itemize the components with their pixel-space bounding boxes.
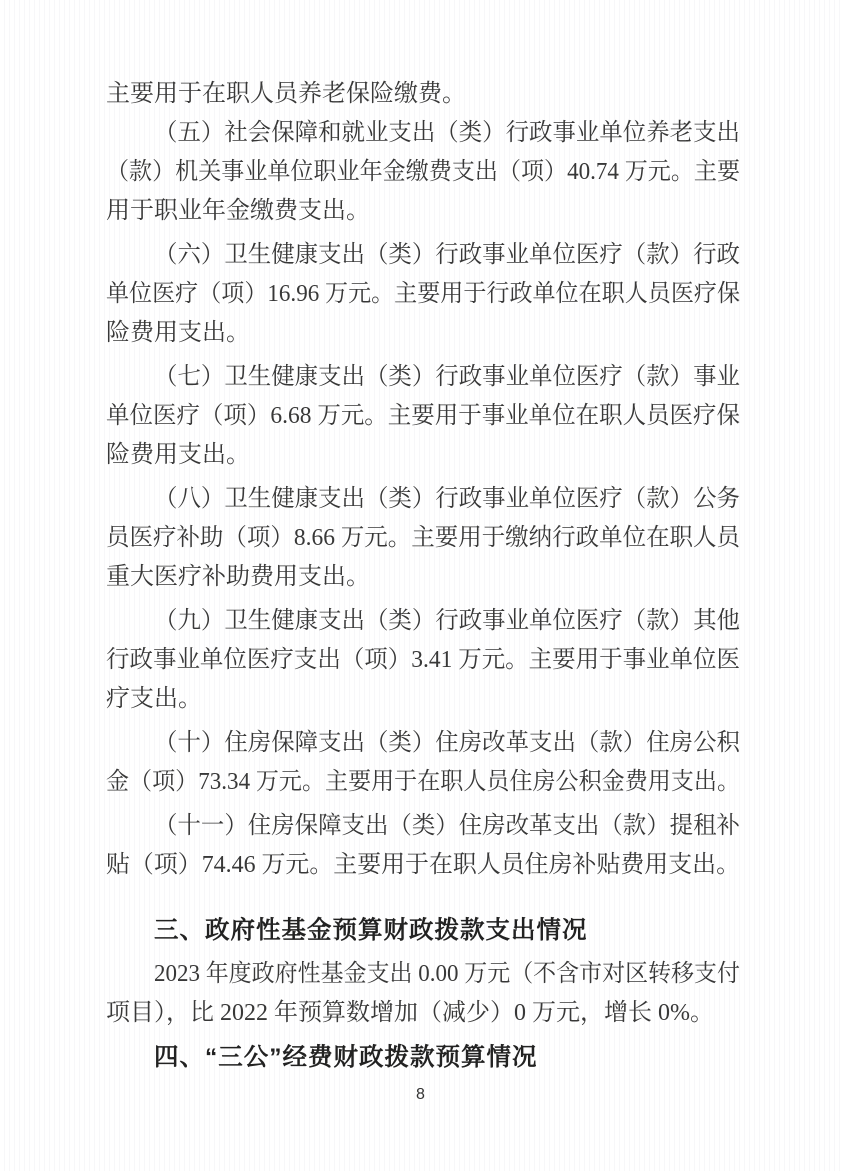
paragraph-line: 单位医疗（项）16.96 万元。主要用于行政单位在职人员医疗保	[106, 281, 740, 307]
paragraph-line: （八）卫生健康支出（类）行政事业单位医疗（款）公务	[154, 486, 740, 512]
paragraph-line: 行政事业单位医疗支出（项）3.41 万元。主要用于事业单位医	[106, 647, 740, 673]
paragraph-line: （十一）住房保障支出（类）住房改革支出（款）提租补	[154, 813, 740, 839]
paragraph-line: 项目），比 2022 年预算数增加（减少）0 万元，增长 0%。	[106, 1000, 714, 1026]
paragraph-line: 2023 年度政府性基金支出 0.00 万元（不含市对区转移支付	[154, 961, 740, 987]
paragraph-line: 主要用于在职人员养老保险缴费。	[106, 81, 466, 107]
paragraph-line: 员医疗补助（项）8.66 万元。主要用于缴纳行政单位在职人员	[106, 525, 740, 551]
paragraph-line: 单位医疗（项）6.68 万元。主要用于事业单位在职人员医疗保	[106, 403, 740, 429]
paragraph	[106, 75, 740, 114]
document-body	[106, 75, 740, 1077]
section-4	[106, 1038, 740, 1077]
page-number: 8	[416, 1086, 425, 1103]
paragraph-line: 贴（项）74.46 万元。主要用于在职人员住房补贴费用支出。	[106, 852, 740, 878]
paragraph-line: 险费用支出。	[106, 320, 250, 346]
paragraph	[106, 358, 740, 475]
paragraph-line: （款）机关事业单位职业年金缴费支出（项）40.74 万元。主要	[106, 159, 740, 185]
section-heading-4: 四、“三公”经费财政拨款预算情况	[154, 1044, 538, 1071]
paragraph-line: 重大医疗补助费用支出。	[106, 564, 370, 590]
paragraph-line: （五）社会保障和就业支出（类）行政事业单位养老支出	[154, 120, 740, 146]
section-heading-3: 三、政府性基金预算财政拨款支出情况	[154, 917, 588, 944]
paragraph	[106, 236, 740, 353]
section-3	[106, 911, 740, 950]
paragraph	[106, 724, 740, 802]
paragraph	[106, 807, 740, 885]
paragraph-line: （九）卫生健康支出（类）行政事业单位医疗（款）其他	[154, 608, 740, 634]
paragraph-line: 用于职业年金缴费支出。	[106, 198, 370, 224]
paragraph-line: 疗支出。	[106, 686, 202, 712]
paragraph	[106, 114, 740, 231]
paragraph-line: （十）住房保障支出（类）住房改革支出（款）住房公积	[154, 730, 740, 756]
paragraph	[106, 602, 740, 719]
paragraph-line: 金（项）73.34 万元。主要用于在职人员住房公积金费用支出。	[106, 769, 740, 795]
paragraph	[106, 955, 740, 1033]
paragraph	[106, 480, 740, 597]
paragraph-line: （六）卫生健康支出（类）行政事业单位医疗（款）行政	[154, 242, 740, 268]
paragraph-line: （七）卫生健康支出（类）行政事业单位医疗（款）事业	[154, 364, 740, 390]
paragraph-line: 险费用支出。	[106, 442, 250, 468]
